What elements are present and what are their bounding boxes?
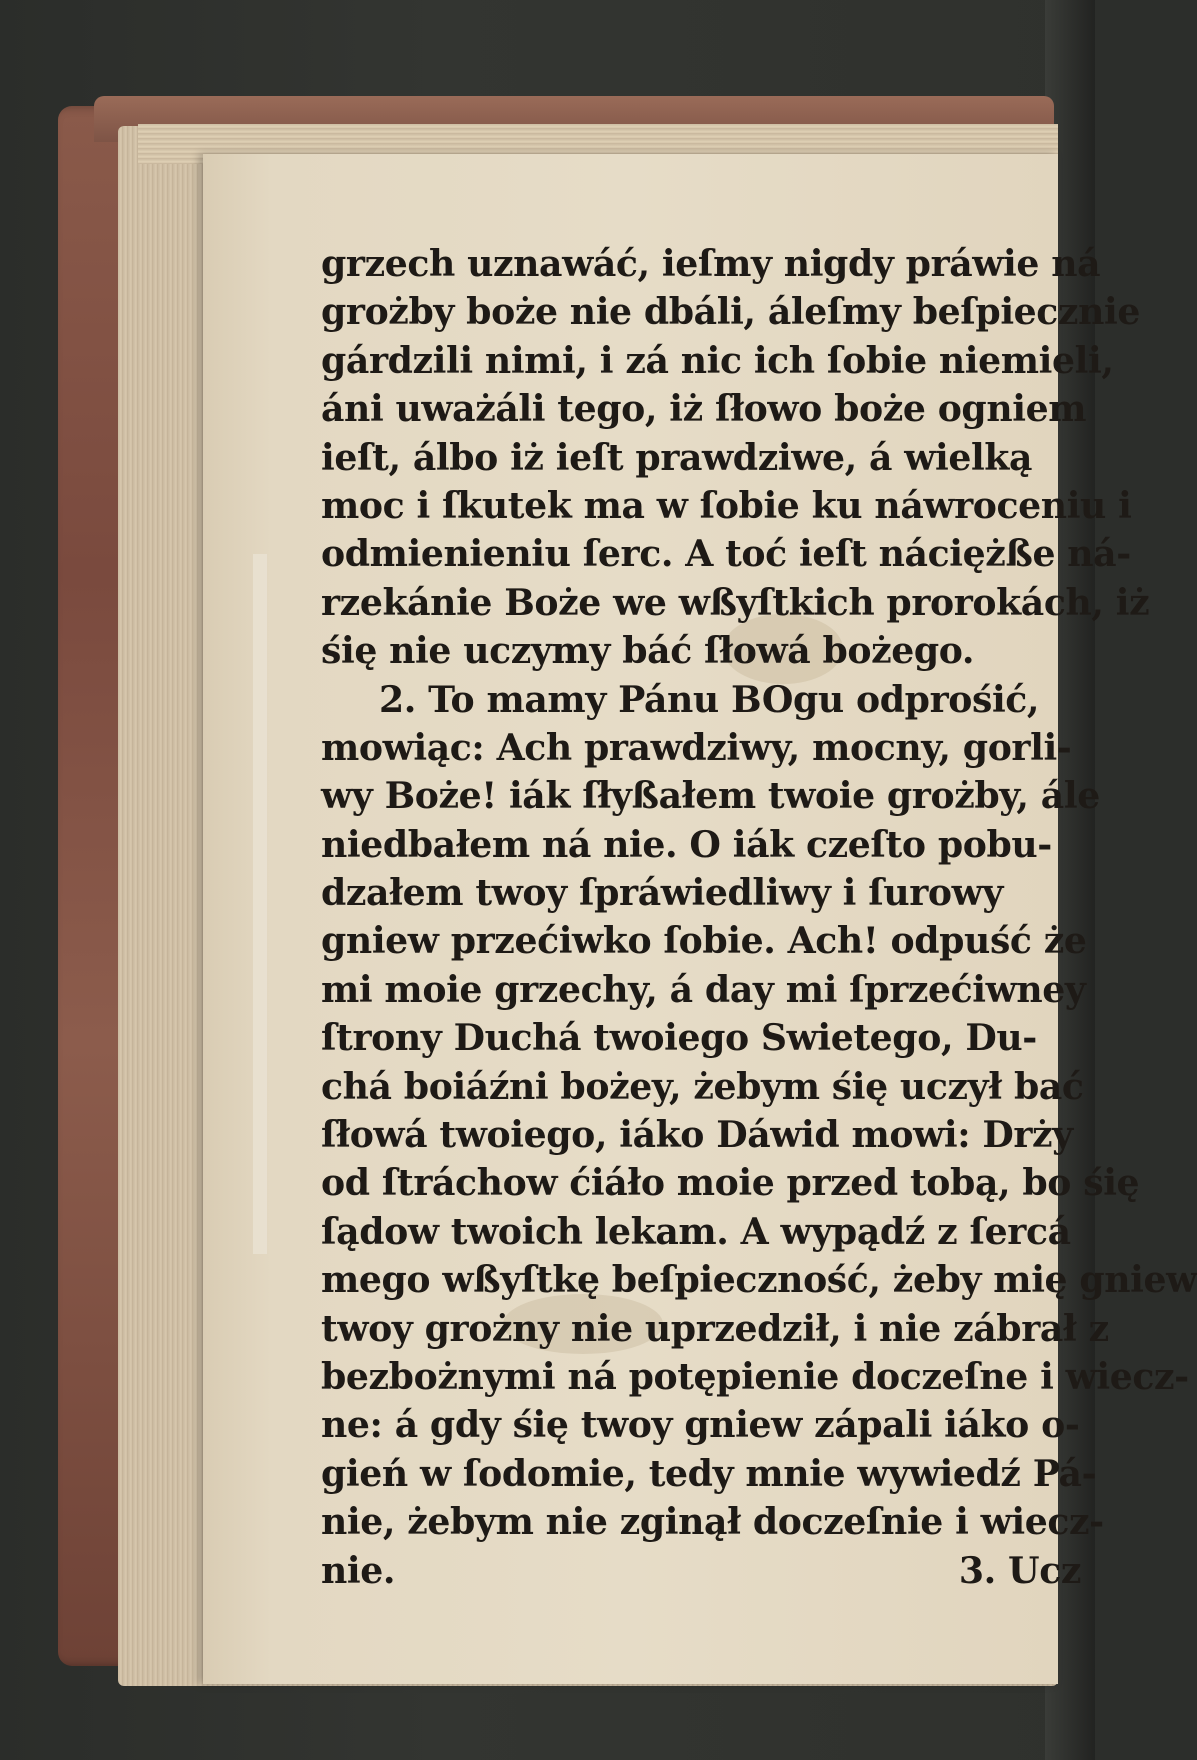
text-line: chá boiáźni bożey, żebym śię uczył bać — [321, 1064, 1084, 1108]
text-line: gniew przećiwko ſobie. Ach! odpuść że — [321, 919, 1087, 963]
catchword: 3. Ucz — [958, 1548, 1081, 1592]
text-line: grzech uznawáć, ieſmy nigdy práwie ná — [321, 242, 1101, 285]
text-line: rzekánie Boże we wßyſtkich prorokách, iż — [321, 580, 1150, 624]
text-line: ne: á gdy śię twoy gniew zápali iáko o- — [321, 1403, 1080, 1447]
text-line: mowiąc: Ach prawdziwy, mocny, gorli- — [321, 725, 1072, 769]
last-line — [321, 1547, 1081, 1595]
text-line: gień w ſodomie, tedy mnie wywiedź Pá- — [321, 1451, 1097, 1495]
text-line: twoy grożny nie uprzedził, i nie zábrał z — [321, 1306, 1109, 1350]
book — [58, 96, 1197, 1696]
text-line: ſądow twoich lekam. A wypądź z ſercá — [321, 1209, 1071, 1253]
text-line: śię nie uczymy báć ſłowá bożego. — [321, 629, 975, 673]
text-line: ieſt, álbo iż ieſt prawdziwe, á wielką — [321, 435, 1033, 479]
text-line: nie. — [321, 1548, 396, 1592]
text-line: niedbałem ná nie. O iák czeſto pobu- — [321, 822, 1052, 866]
text-line: od ſtráchow ćiáło moie przed tobą, bo śię — [321, 1161, 1140, 1205]
text-line: moc i ſkutek ma w ſobie ku náwroceniu i — [321, 483, 1132, 527]
text-line: bezbożnymi ná potępienie doczeſne i wiecz- — [321, 1354, 1189, 1398]
text-line: gárdzili nimi, i zá nic ich ſobie niemieli, — [321, 338, 1114, 382]
text-line: áni uważáli tego, iż ſłowo boże ogniem — [321, 387, 1087, 431]
text-line: ſtrony Duchá twoiego Swietego, Du- — [321, 1016, 1037, 1060]
text-line: nie, żebym nie zginął doczeſnie i wiecz- — [321, 1500, 1104, 1544]
text-line: mi moie grzechy, á day mi ſprzećiwney — [321, 967, 1086, 1011]
page-text — [321, 240, 1197, 1595]
text-line: 2. To mamy Pánu BOgu odprośić, — [379, 677, 1040, 721]
page-wear — [253, 554, 267, 1254]
text-line: odmienieniu ſerc. A toć ieſt náciężße ná- — [321, 532, 1131, 576]
text-line: wy Boże! iák ſłyßałem twoie grożby, ále — [321, 774, 1100, 818]
text-line: dzałem twoy ſpráwiedliwy i ſurowy — [321, 871, 1004, 915]
book-page — [203, 154, 1197, 1684]
text-line: mego wßyſtkę beſpieczność, żeby mię gniew — [321, 1258, 1197, 1302]
text-line: grożby boże nie dbáli, áleſmy beſpiecznie — [321, 290, 1140, 334]
text-line: ſłowá twoiego, iáko Dáwid mowi: Drży — [321, 1113, 1073, 1157]
